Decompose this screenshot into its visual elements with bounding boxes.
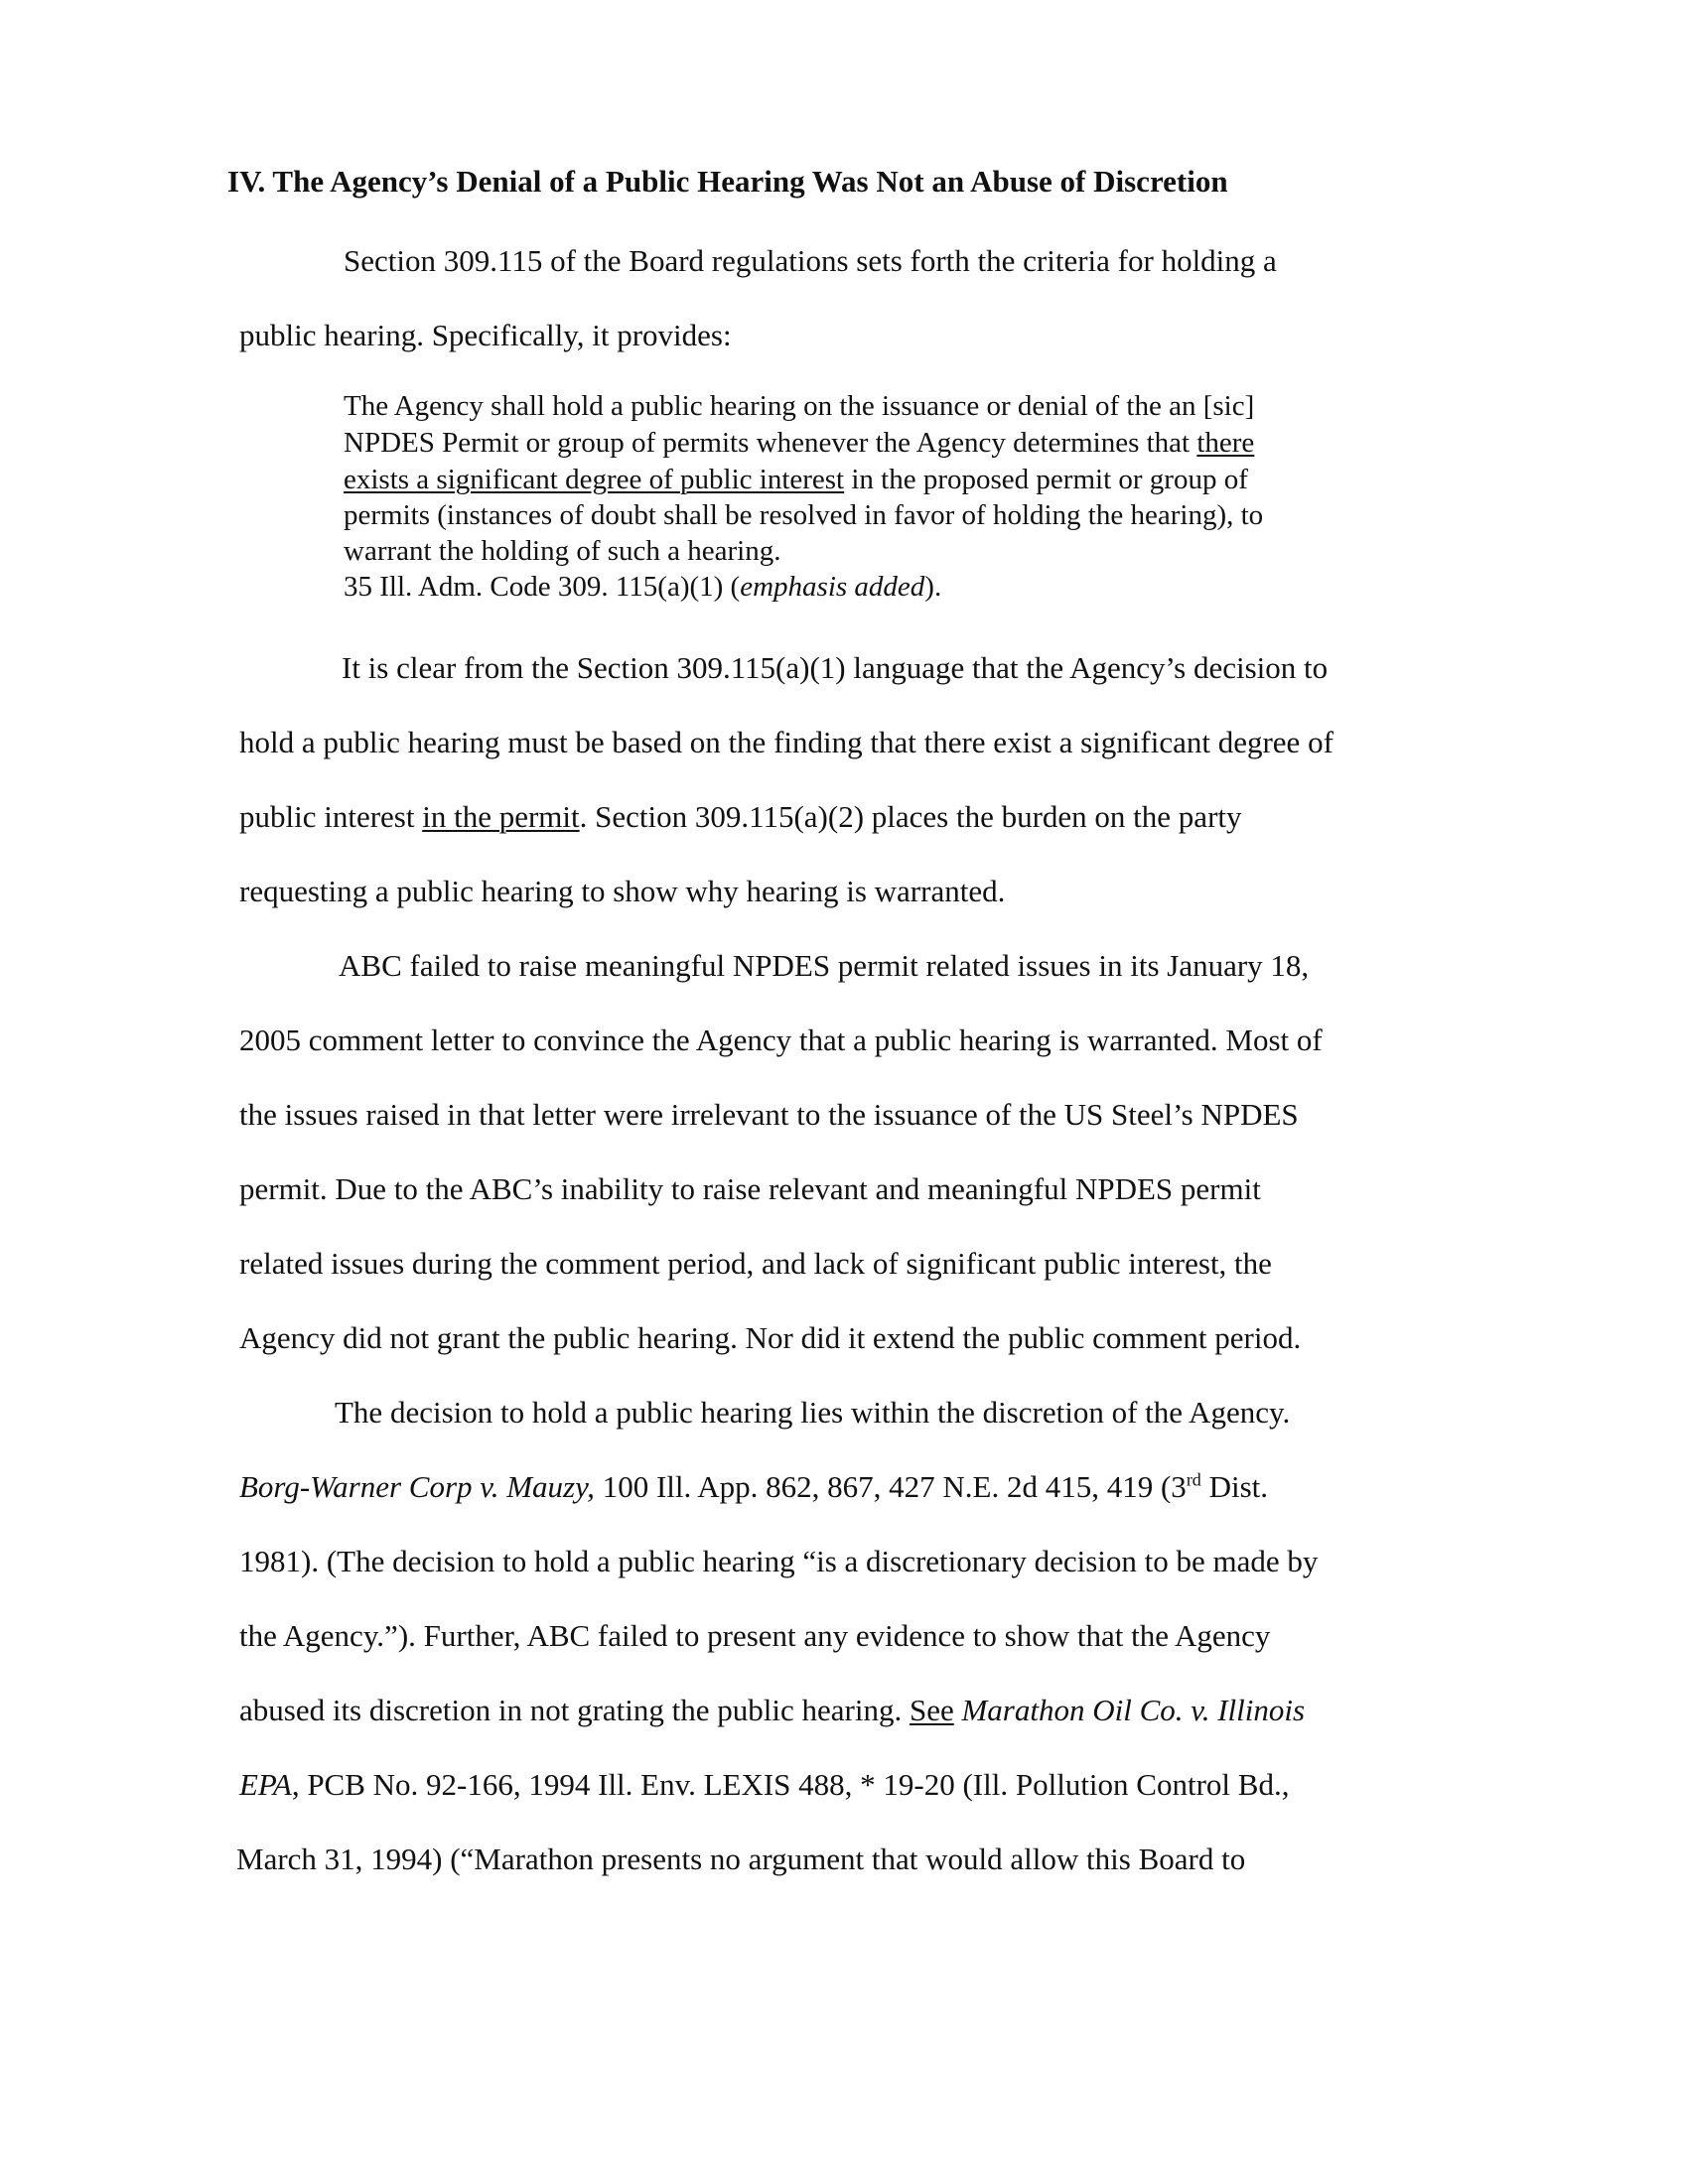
para-text: Dist.: [1200, 1469, 1268, 1504]
quote-emphasis: exists a significant degree of public interest: [344, 464, 845, 495]
para4-line-7: March 31, 1994) (“Marathon presents no argument that would allow this Board to: [236, 1842, 1246, 1876]
para3-line-6: Agency did not grant the public hearing. Nor did it extend the public comment period.: [239, 1320, 1302, 1355]
intro-line-1: Section 309.115 of the Board regulations sets forth the criteria for holding a: [344, 243, 1277, 278]
para3-line-3: the issues raised in that letter were irrelevant to the issuance of the US Steel’s NPDES: [239, 1097, 1299, 1132]
para4-line-4: the Agency.”). Further, ABC failed to present any evidence to show that the Agency: [239, 1618, 1271, 1653]
para2-line-2: hold a public hearing must be based on the finding that there exist a significant degree of: [239, 725, 1333, 759]
intro-line-2: public hearing. Specifically, it provides:: [239, 318, 732, 352]
quote-citation: [344, 571, 941, 604]
para2-line-1: It is clear from the Section 309.115(a)(1) language that the Agency’s decision to: [342, 650, 1329, 685]
para-text: 100 Ill. App. 862, 867, 427 N.E. 2d 415, 419 (3: [594, 1469, 1187, 1504]
section-heading: IV. The Agency’s Denial of a Public Hearing Was Not an Abuse of Discretion: [227, 164, 1228, 199]
para4-line-6: [239, 1767, 1289, 1803]
para-text: , PCB No. 92-166, 1994 Ill. Env. LEXIS 488, * 19-20 (Ill. Pollution Control Bd.,: [291, 1767, 1290, 1802]
quote-line-1: The Agency shall hold a public hearing on the issuance or denial of the an [sic]: [344, 390, 1255, 422]
para2-line-4: requesting a public hearing to show why hearing is warranted.: [239, 874, 1006, 908]
para3-line-5: related issues during the comment period, and lack of significant public interest, the: [239, 1246, 1272, 1281]
quote-emphasis: there: [1196, 427, 1255, 459]
para-text: . Section 309.115(a)(2) places the burden on the party: [579, 799, 1242, 834]
para-text: abused its discretion in not grating the public hearing.: [239, 1693, 910, 1727]
para3-line-4: permit. Due to the ABC’s inability to raise relevant and meaningful NPDES permit: [239, 1171, 1261, 1206]
case-name: EPA: [239, 1767, 292, 1802]
citation-text: 35 Ill. Adm. Code 309. 115(a)(1) (: [344, 571, 741, 603]
quote-text: in the proposed permit or group of: [844, 464, 1248, 495]
quote-line-2: [344, 427, 1254, 460]
ordinal-suffix: rd: [1186, 1469, 1201, 1490]
para4-line-1: The decision to hold a public hearing lies within the discretion of the Agency.: [335, 1395, 1291, 1430]
signal-see: See: [909, 1693, 954, 1727]
para3-line-1: ABC failed to raise meaningful NPDES permit related issues in its January 18,: [339, 948, 1310, 983]
citation-text: ).: [924, 571, 942, 603]
quote-line-4: permits (instances of doubt shall be resolved in favor of holding the hearing), to: [344, 499, 1264, 531]
para-text: public interest: [239, 799, 423, 834]
para4-line-5: [239, 1693, 1305, 1728]
case-name: Borg-Warner Corp v. Mauzy,: [239, 1469, 595, 1504]
quote-line-3: [344, 464, 1248, 496]
quote-line-5: warrant the holding of such a hearing.: [344, 535, 781, 567]
underlined-text: in the permit: [422, 799, 580, 834]
quote-text: NPDES Permit or group of permits whenever the Agency determines that: [344, 427, 1197, 459]
para4-line-3: 1981). (The decision to hold a public hearing “is a discretionary decision to be made by: [239, 1544, 1319, 1578]
case-name: Marathon Oil Co. v. Illinois: [961, 1693, 1306, 1727]
citation-italic: emphasis added: [740, 571, 925, 603]
para3-line-2: 2005 comment letter to convince the Agency that a public hearing is warranted. Most of: [239, 1023, 1323, 1057]
para2-line-3: [239, 799, 1242, 835]
para4-line-2: [239, 1469, 1268, 1505]
